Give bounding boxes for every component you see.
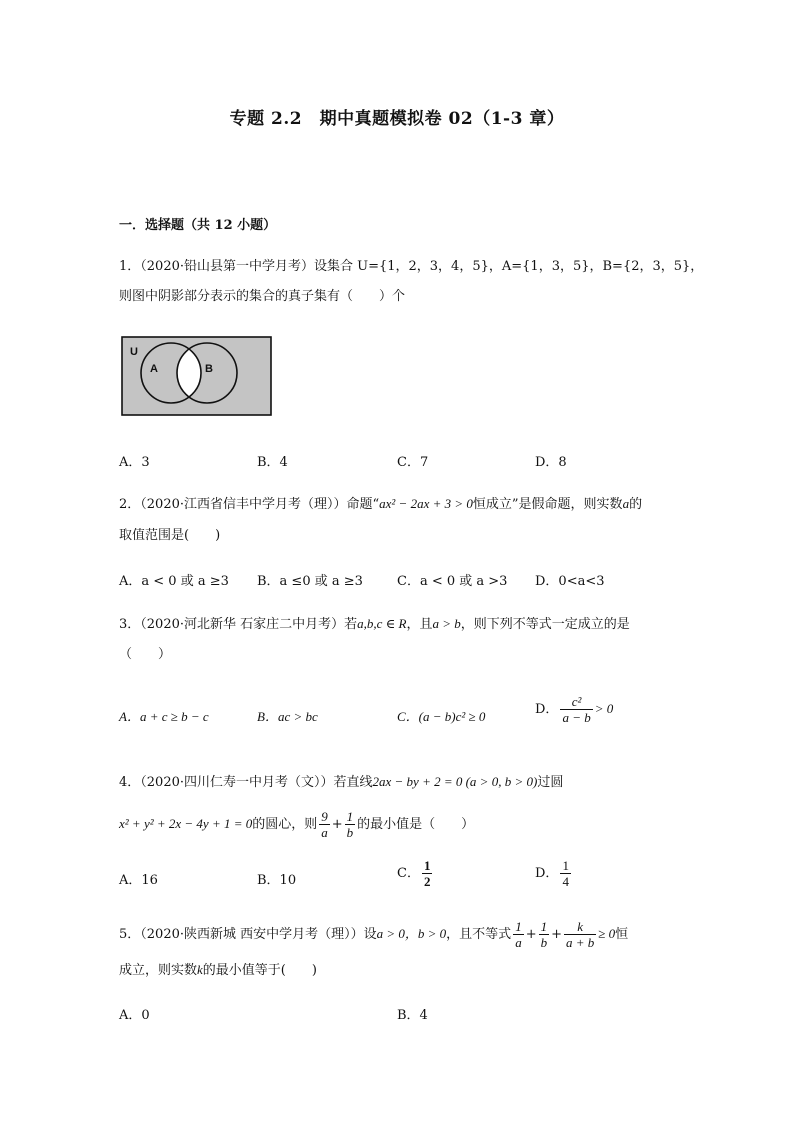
q2-option-b[interactable]: B．a ≤0 或 a ≥3 bbox=[257, 574, 363, 589]
q3-stem-line2: （ ） bbox=[119, 647, 172, 662]
q4-stem-line2: x² + y² + 2x − 4y + 1 = 0的圆心，则 $\frac{9}{a}$ + $\frac{1}{b}$ 的最小值是（ ） bbox=[119, 809, 475, 840]
section-heading: 一．选择题（共 12 小题） bbox=[119, 218, 277, 233]
q2-option-d[interactable]: D．0<a<3 bbox=[535, 574, 605, 589]
venn-label-u: U bbox=[130, 346, 138, 358]
q3-option-b[interactable]: B．ac > bc bbox=[257, 709, 318, 724]
venn-diagram bbox=[121, 336, 273, 418]
q3-stem-line1: 3．（2020·河北新华 石家庄二中月考）若a,b,c ∈ R，且a > b，则下列不等式一定成立的是 bbox=[119, 616, 630, 632]
q1-option-b[interactable]: B．4 bbox=[257, 455, 288, 470]
q1-option-a[interactable]: A．3 bbox=[119, 455, 150, 470]
q4-option-c[interactable]: C． $\frac{1}{2}$ bbox=[397, 858, 431, 889]
q4-option-a[interactable]: A．16 bbox=[119, 873, 158, 888]
q5-stem-line1: 5．（2020·陕西新城 西安中学月考（理））设a > 0，b > 0，且不等式 $\frac{1}{a}$ + $\frac{1}{b}$ + $\frac{k}{a + b}$ ≥ 0恒 bbox=[119, 919, 629, 950]
venn-label-a: A bbox=[150, 363, 158, 375]
q2-option-a[interactable]: A．a < 0 或 a ≥3 bbox=[119, 574, 229, 589]
q1-option-c[interactable]: C．7 bbox=[397, 455, 429, 470]
q5-option-a[interactable]: A．0 bbox=[119, 1008, 150, 1023]
q3-option-d[interactable]: D． $\frac{\text{c²}}{a - b}$ > 0 bbox=[535, 694, 614, 725]
q4-stem-line1: 4．（2020·四川仁寿一中月考（文））若直线2ax − by + 2 = 0 (a > 0, b > 0)过圆 bbox=[119, 774, 564, 790]
q5-stem-line2: 成立，则实数k的最小值等于( ) bbox=[119, 962, 317, 978]
q4-option-b[interactable]: B．10 bbox=[257, 873, 297, 888]
q2-stem-line1: 2．（2020·江西省信丰中学月考（理））命题“ax² − 2ax + 3 > 0恒成立”是假命题，则实数a的 bbox=[119, 496, 643, 512]
venn-label-b: B bbox=[205, 363, 213, 375]
q1-stem-line2: 则图中阴影部分表示的集合的真子集有（ ）个 bbox=[119, 289, 406, 304]
page-title: 专题 2.2 期中真题模拟卷 02（1-3 章） bbox=[229, 109, 565, 129]
q4-option-d[interactable]: D． $\frac{1}{4}$ bbox=[535, 858, 569, 889]
q2-stem-line2: 取值范围是( ) bbox=[119, 528, 221, 543]
q1-stem-line1: 1．（2020·铅山县第一中学月考）设集合 U={1，2，3，4，5}，A={1，3，5}，B={2，3，5}， bbox=[119, 259, 704, 274]
q1-option-d[interactable]: D．8 bbox=[535, 455, 567, 470]
q3-option-a[interactable]: A．a + c ≥ b − c bbox=[119, 709, 209, 724]
q2-option-c[interactable]: C．a < 0 或 a >3 bbox=[397, 574, 508, 589]
q5-option-b[interactable]: B．4 bbox=[397, 1008, 428, 1023]
q3-option-c[interactable]: C．(a − b)c² ≥ 0 bbox=[397, 709, 486, 724]
